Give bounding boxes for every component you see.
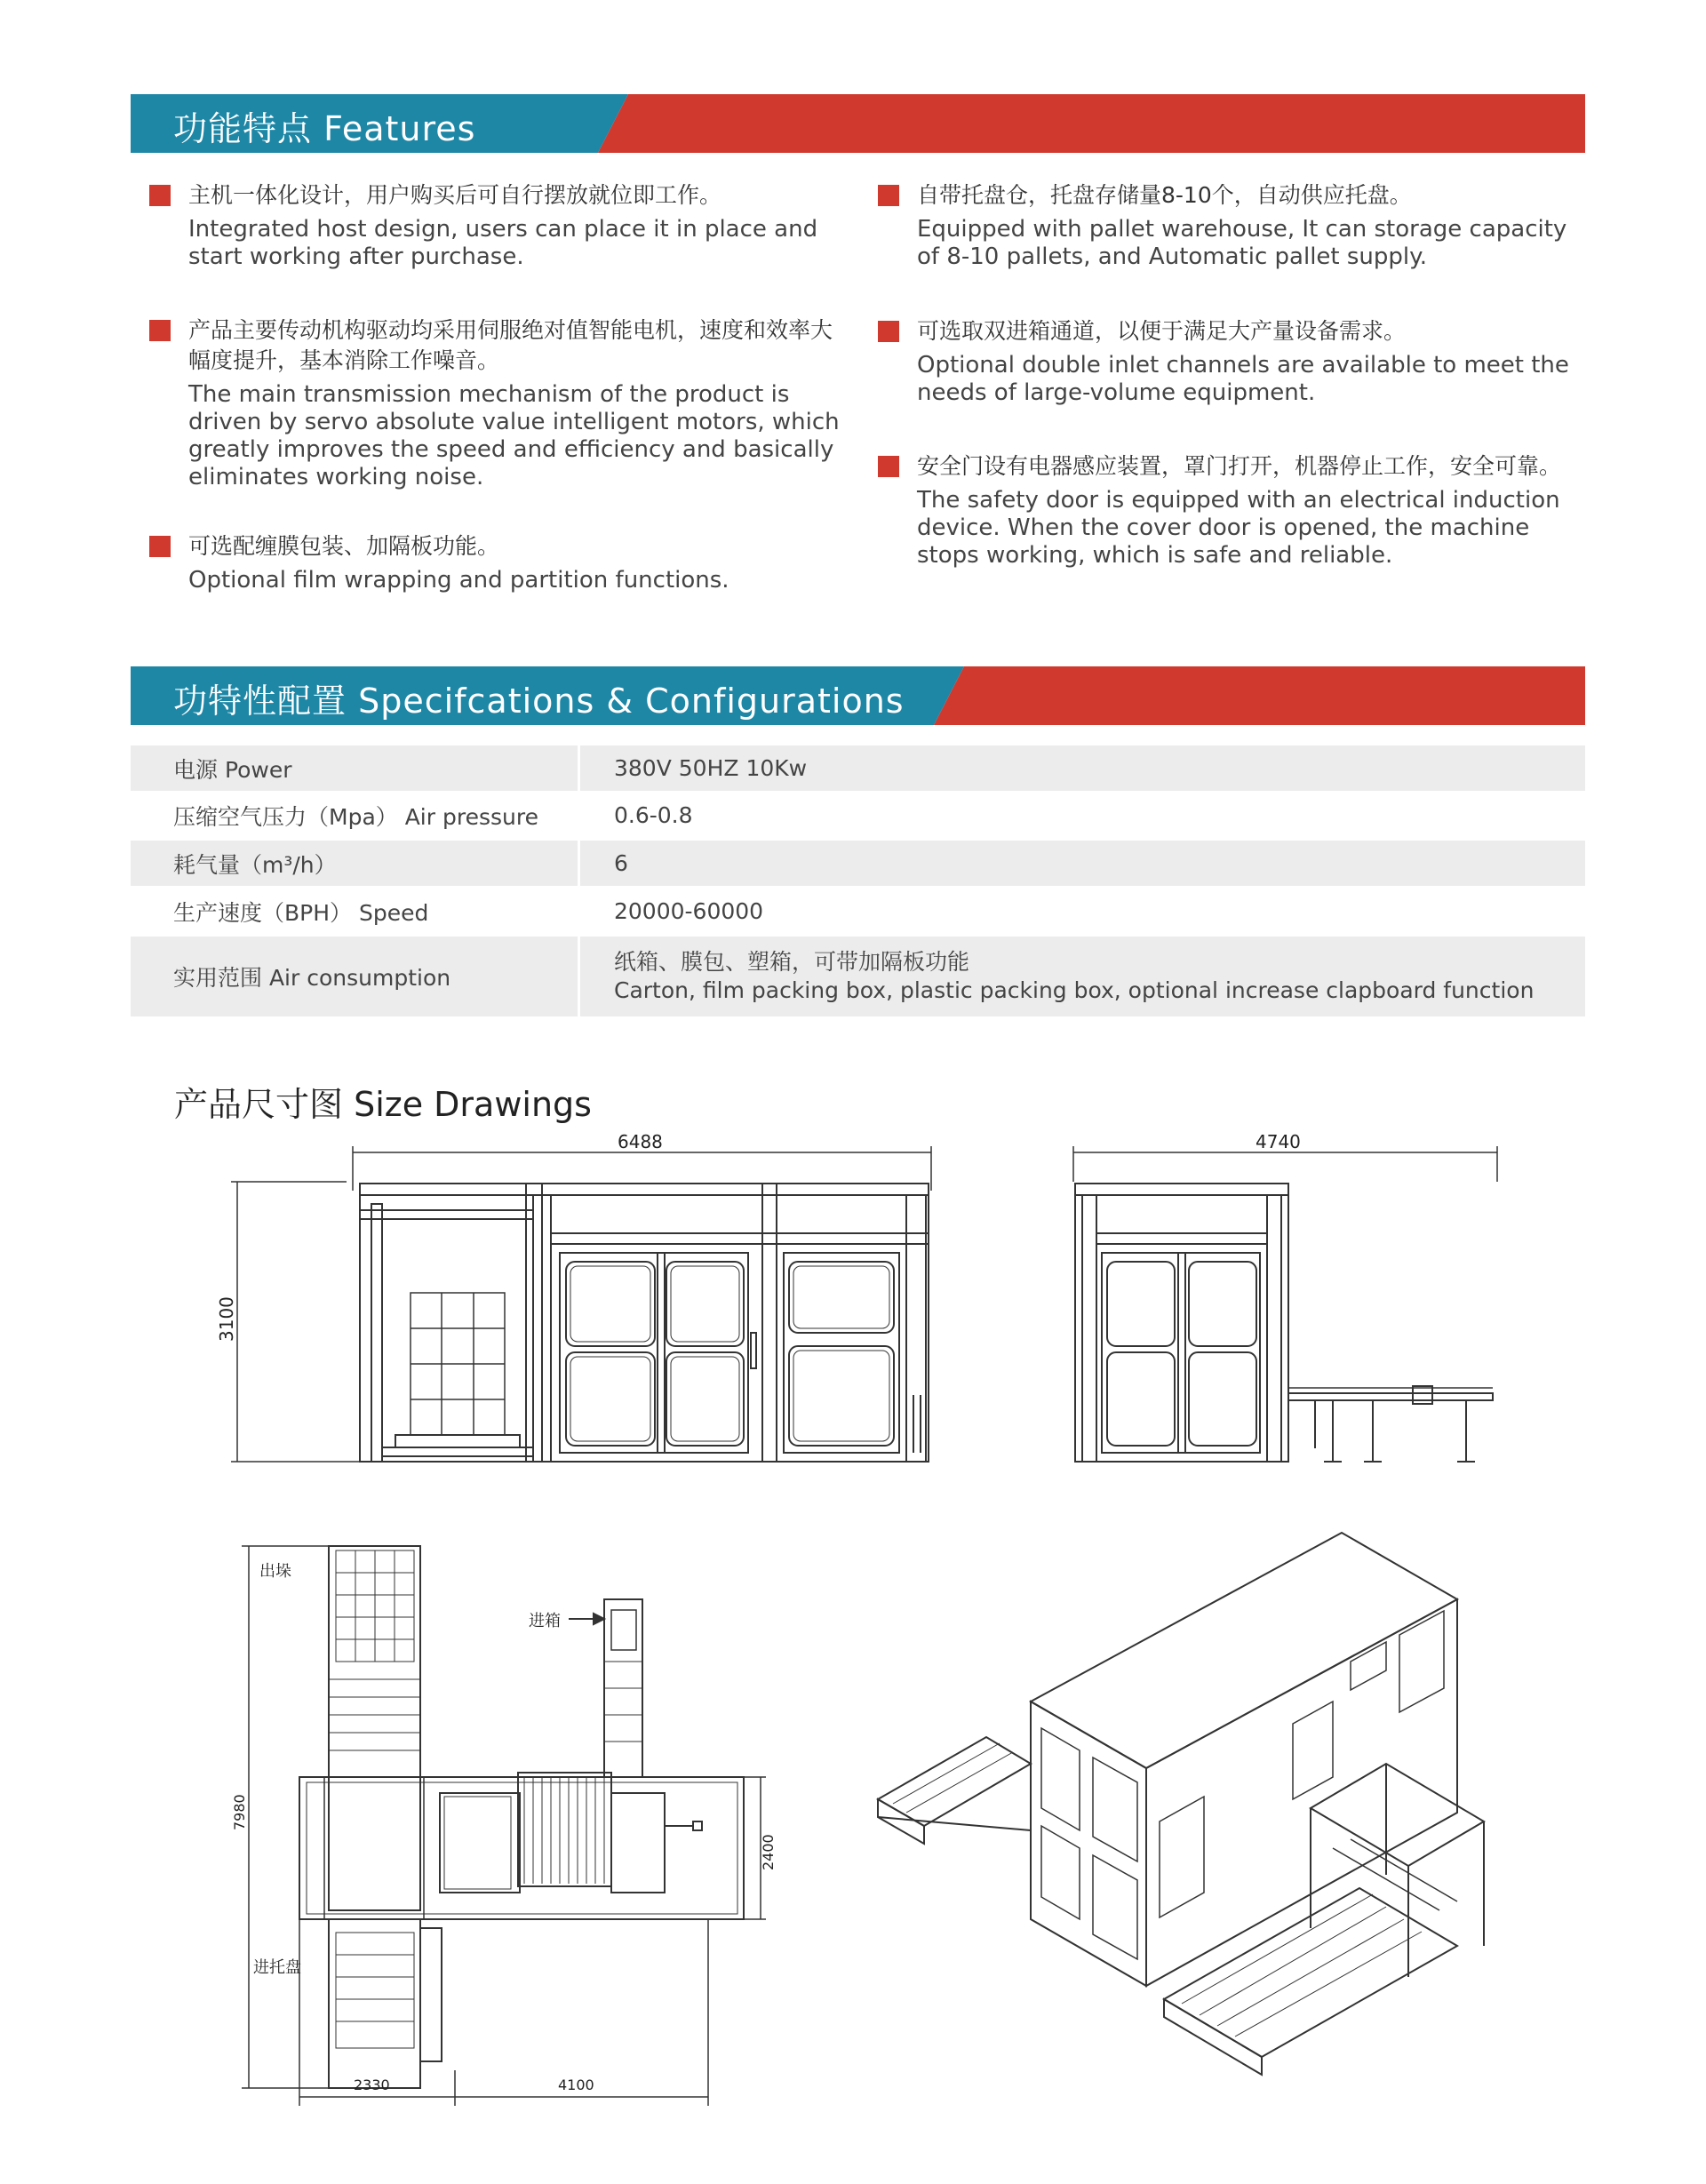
spec-value: 380V 50HZ 10Kw — [614, 754, 808, 781]
feature-en: Equipped with pallet warehouse, It can storage capacity of 8-10 pallets, and Automatic pallet supply. — [917, 216, 1567, 270]
side-elevation-drawing — [1073, 1146, 1497, 1462]
spec-label: 电源 Power — [131, 745, 580, 791]
plan-height-dimension: 7980 — [231, 1794, 248, 1830]
front-elevation-drawing — [231, 1146, 931, 1462]
feature-en: Integrated host design, users can place it in place and start working after purchase. — [188, 216, 818, 270]
spec-label: 实用范围 Air consumption — [131, 937, 580, 1016]
spec-value-en: Carton, film packing box, plastic packing box, optional increase clapboard function — [614, 977, 1535, 1003]
isometric-view-drawing — [878, 1533, 1484, 2075]
plan-bottom-left-dimension: 2330 — [354, 2076, 390, 2093]
feature-cn: 可选取双进箱通道，以便于满足大产量设备需求。 — [917, 318, 1407, 344]
spec-label: 生产速度（BPH） Speed — [131, 886, 580, 937]
size-drawings-title: 产品尺寸图 Size Drawings — [174, 1085, 592, 1124]
front-width-dimension: 6488 — [618, 1131, 663, 1152]
spec-label: 压缩空气压力（Mpa） Air pressure — [131, 791, 580, 841]
label-box-in: 进箱 — [529, 1612, 561, 1630]
spec-value: 20000-60000 — [614, 897, 764, 924]
plan-inner-dimension: 2400 — [760, 1834, 777, 1870]
front-height-dimension: 3100 — [216, 1296, 237, 1342]
feature-en: Optional film wrapping and partition functions. — [188, 567, 729, 594]
feature-en: The main transmission mechanism of the product is driven by servo absolute value intelligent motors, which greatly improves the speed and efficiency and basically eliminates working noise. — [188, 381, 840, 490]
feature-cn: 产品主要传动机构驱动均采用伺服绝对值智能电机，速度和效率大幅度提升，基本消除工作噪音。 — [188, 317, 833, 373]
spec-value: 0.6-0.8 — [614, 802, 693, 828]
feature-cn: 可选配缠膜包装、加隔板功能。 — [188, 533, 500, 559]
feature-cn: 安全门设有电器感应装置，罩门打开，机器停止工作，安全可靠。 — [917, 453, 1562, 479]
spec-value: 6 — [614, 849, 628, 876]
side-width-dimension: 4740 — [1256, 1131, 1301, 1152]
feature-cn: 自带托盘仓，托盘存储量8-10个，自动供应托盘。 — [917, 182, 1412, 208]
features-title: 功能特点 Features — [173, 109, 476, 148]
feature-en: Optional double inlet channels are available to meet the needs of large-volume equipment. — [917, 352, 1569, 406]
specs-title: 功特性配置 Specifcations & Configurations — [173, 682, 905, 721]
spec-value: 纸箱、膜包、塑箱，可带加隔板功能 — [614, 949, 970, 975]
label-pallet-in: 进托盘 — [253, 1958, 301, 1977]
label-pallet-out: 出垛 — [259, 1562, 291, 1581]
feature-cn: 主机一体化设计，用户购买后可自行摆放就位即工作。 — [188, 182, 722, 208]
plan-view-drawing — [242, 1546, 766, 2106]
plan-bottom-right-dimension: 4100 — [558, 2076, 594, 2093]
spec-label: 耗气量（m³/h） — [131, 841, 580, 886]
feature-en: The safety door is equipped with an electrical induction device. When the cover door is opened, the machine stops working, which is safe and reliable. — [917, 487, 1560, 569]
